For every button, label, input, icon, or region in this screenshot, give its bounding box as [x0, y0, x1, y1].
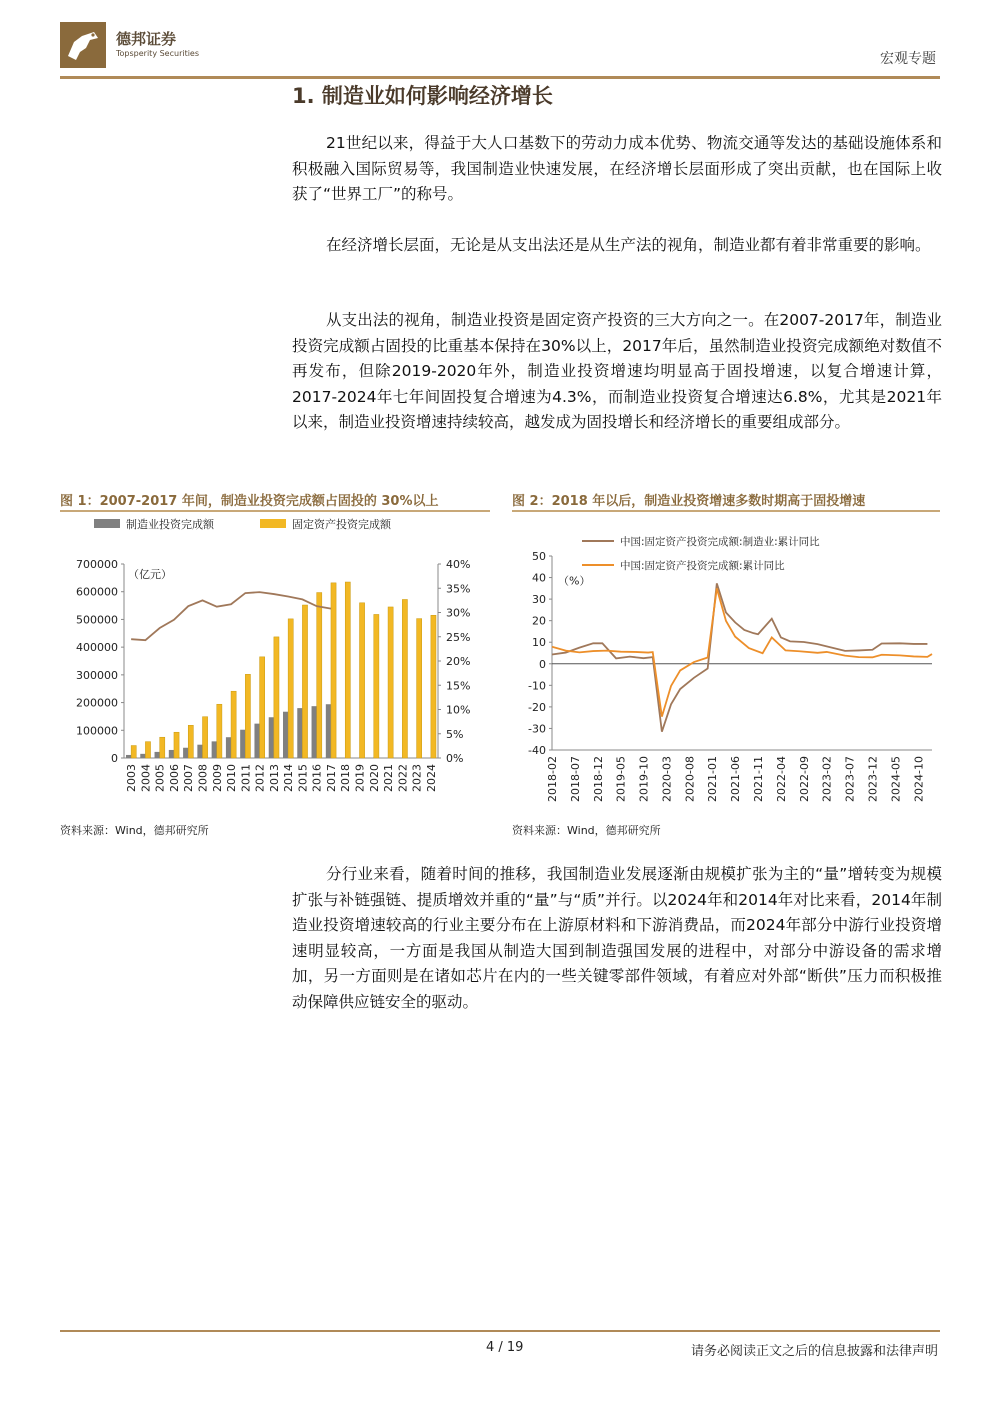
chart1-x-tick-label: 2014 — [282, 764, 296, 792]
legend-swatch-manufacturing — [94, 519, 120, 528]
chart1-x-tick-label: 2010 — [225, 764, 239, 792]
bar-manufacturing-2017 — [326, 704, 331, 758]
chart1-x-tick-label: 2018 — [339, 764, 353, 792]
chart1-x-tick-label: 2021 — [382, 764, 396, 792]
chart2-y-tick-label: -10 — [528, 679, 546, 693]
bar-fixed-asset-2012 — [260, 657, 265, 758]
chart1-x-tick-label: 2009 — [210, 764, 224, 792]
chart2-x-tick-label: 2023-12 — [866, 756, 880, 802]
bar-manufacturing-2013 — [269, 717, 274, 758]
bar-manufacturing-2009 — [212, 741, 217, 758]
paragraph-3: 从支出法的视角，制造业投资是固定资产投资的三大方向之一。在2007-2017年，制造业投资完成额占固投的比重基本保持在30%以上，2017年后，虽然制造业投资完成额绝对数值不再发布，但除2019-2020年外，制造业投资增速均明显高于固投增速，以复合增速计算，2017-2024年七年间固投复合增速为4.3%，而制造业投资复合增速达6.8%，尤其是2021年以来，制造业投资增速持续较高，越发成为固投增长和经济增长的重要组成部分。 — [292, 311, 942, 431]
bar-manufacturing-2010 — [226, 737, 231, 758]
chart1-x-tick-label: 2004 — [139, 764, 153, 792]
chart1-unit-label: （亿元） — [128, 568, 172, 581]
chart2-x-tick-label: 2019-05 — [614, 756, 628, 802]
chart2-y-tick-label: 0 — [539, 657, 546, 671]
chart1-right-tick-label: 10% — [446, 703, 471, 717]
bar-fixed-asset-2024 — [431, 615, 436, 758]
chart1-x-tick-label: 2024 — [424, 764, 438, 792]
chart2-x-tick-label: 2018-12 — [591, 756, 605, 802]
chart2-x-tick-label: 2019-10 — [637, 756, 651, 802]
bar-manufacturing-2007 — [183, 748, 188, 758]
bar-fixed-asset-2018 — [345, 582, 350, 758]
page-number: 4 / 19 — [486, 1340, 524, 1355]
bar-fixed-asset-2023 — [417, 619, 422, 758]
chart1-left-tick-label: 300000 — [76, 668, 118, 682]
chart2-unit-label: （%） — [558, 574, 591, 588]
bar-manufacturing-2008 — [197, 745, 202, 758]
chart2-y-tick-label: -30 — [528, 722, 546, 736]
chart1-left-tick-label: 200000 — [76, 696, 118, 710]
legend-label-1: 中国:固定资产投资完成额:累计同比 — [620, 560, 785, 572]
bar-fixed-asset-2020 — [374, 614, 379, 758]
chart1-right-tick-label: 40% — [446, 558, 471, 571]
chart1-left-tick-label: 700000 — [76, 558, 118, 571]
bar-fixed-asset-2021 — [388, 607, 393, 758]
bar-manufacturing-2004 — [140, 754, 145, 758]
chart2-y-tick-label: -40 — [528, 744, 546, 757]
report-category: 宏观专题 — [880, 51, 936, 67]
chart1-x-tick-label: 2005 — [153, 764, 167, 792]
chart1-x-tick-label: 2007 — [182, 764, 196, 792]
chart1-x-tick-label: 2008 — [196, 764, 210, 792]
header-divider — [60, 76, 940, 79]
chart1-left-tick-label: 400000 — [76, 641, 118, 655]
bar-fixed-asset-2015 — [302, 605, 307, 758]
chart1-x-tick-label: 2003 — [125, 764, 139, 792]
chart2-y-tick-label: 50 — [532, 550, 546, 563]
paragraph-1: 21世纪以来，得益于大人口基数下的劳动力成本优势、物流交通等发达的基础设施体系和积极融入国际贸易等，我国制造业快速发展，在经济增长层面形成了突出贡献，也在国际上收获了“世界工厂”的称号。 — [292, 134, 942, 203]
bar-fixed-asset-2016 — [317, 593, 322, 758]
legend-label-manufacturing: 制造业投资完成额 — [126, 518, 214, 531]
chart2-x-tick-label: 2023-02 — [820, 756, 834, 802]
chart2-x-tick-label: 2018-07 — [568, 756, 582, 802]
chart2-y-tick-label: 10 — [532, 636, 546, 650]
chart1-x-tick-label: 2011 — [239, 764, 253, 792]
chart2-y-tick-label: 20 — [532, 614, 546, 628]
bar-manufacturing-2005 — [155, 752, 160, 758]
bar-fixed-asset-2010 — [231, 691, 236, 758]
chart2-y-tick-label: 30 — [532, 593, 546, 607]
chart1-x-tick-label: 2016 — [310, 764, 324, 792]
bar-fixed-asset-2013 — [274, 637, 279, 758]
chart1-x-tick-label: 2012 — [253, 764, 267, 792]
section-title: 1. 制造业如何影响经济增长 — [292, 84, 553, 108]
company-name-cn: 德邦证券 — [116, 30, 177, 48]
chart1-x-tick-label: 2019 — [353, 764, 367, 792]
figure-2-source: 资料来源：Wind，德邦研究所 — [512, 824, 661, 837]
paragraph-4: 分行业来看，随着时间的推移，我国制造业发展逐渐由规模扩张为主的“量”增转变为规模扩张与补链强链、提质增效并重的“量”与“质”并行。以2024年和2014年对比来看，2014年制造业投资增速较高的行业主要分布在上游原材料和下游消费品，而2024年部分中游行业投资增速明显较高，一方面是我国从制造大国到制造强国发展的进程中，对部分中游设备的需求增加，另一方面则是在诸如芯片在内的一些关键零部件领域，有着应对外部“断供”压力而积极推动保障供应链安全的驱动。 — [292, 865, 942, 1011]
bar-fixed-asset-2006 — [174, 732, 179, 758]
line-fixed-asset-growth — [552, 588, 932, 716]
company-logo-icon — [60, 22, 106, 68]
chart2-y-tick-label: 40 — [532, 571, 546, 585]
chart1-left-tick-label: 100000 — [76, 724, 118, 738]
bar-fixed-asset-2008 — [203, 717, 208, 758]
bar-fixed-asset-2017 — [331, 583, 336, 758]
chart2-x-tick-label: 2018-02 — [546, 756, 559, 802]
chart2-x-tick-label: 2022-04 — [774, 756, 788, 802]
company-name-en: Topsperity Securities — [116, 49, 200, 58]
footer-divider — [60, 1330, 940, 1332]
chart1-right-tick-label: 30% — [446, 606, 471, 620]
chart1-x-tick-label: 2015 — [296, 764, 310, 792]
bar-manufacturing-2012 — [254, 724, 259, 758]
line-manufacturing-share — [131, 592, 331, 640]
bar-fixed-asset-2022 — [402, 599, 407, 758]
chart2-x-tick-label: 2024-10 — [912, 756, 926, 802]
bar-manufacturing-2011 — [240, 730, 245, 758]
bar-fixed-asset-2007 — [188, 725, 193, 758]
bar-fixed-asset-2009 — [217, 704, 222, 758]
chart1-right-tick-label: 35% — [446, 582, 471, 596]
chart1-left-tick-label: 0 — [111, 752, 118, 765]
bar-fixed-asset-2004 — [145, 742, 150, 758]
chart1-right-tick-label: 25% — [446, 630, 471, 644]
page-header — [60, 18, 940, 76]
legend-label-0: 中国:固定资产投资完成额:制造业:累计同比 — [620, 536, 820, 548]
chart1-x-tick-label: 2020 — [367, 764, 381, 792]
chart2-x-tick-label: 2020-08 — [683, 756, 697, 802]
bar-fixed-asset-2003 — [131, 746, 136, 758]
chart1-right-tick-label: 20% — [446, 655, 471, 668]
bar-manufacturing-2014 — [283, 712, 288, 758]
figure-2-chart — [512, 512, 940, 812]
footer-disclaimer: 请务必阅读正文之后的信息披露和法律声明 — [690, 1344, 938, 1359]
chart2-x-tick-label: 2021-11 — [752, 756, 766, 802]
bar-fixed-asset-2019 — [360, 603, 365, 758]
chart2-y-tick-label: -20 — [528, 700, 546, 714]
bar-manufacturing-2016 — [312, 706, 317, 758]
bar-manufacturing-2015 — [297, 708, 302, 758]
chart1-right-tick-label: 5% — [446, 727, 464, 741]
bar-manufacturing-2006 — [169, 750, 174, 758]
chart1-right-tick-label: 15% — [446, 679, 471, 693]
chart2-x-tick-label: 2021-06 — [729, 756, 743, 802]
chart1-x-tick-label: 2023 — [410, 764, 424, 792]
figure-1-source: 资料来源：Wind，德邦研究所 — [60, 824, 209, 837]
chart2-x-tick-label: 2021-01 — [706, 756, 720, 802]
chart1-right-tick-label: 0% — [446, 752, 464, 765]
bar-fixed-asset-2014 — [288, 619, 293, 758]
figure-1-chart — [60, 512, 490, 812]
chart2-x-tick-label: 2024-05 — [889, 756, 903, 802]
chart2-x-tick-label: 2022-09 — [797, 756, 811, 802]
figure-2-title: 图 2：2018 年以后，制造业投资增速多数时期高于固投增速 — [512, 494, 866, 509]
chart2-x-tick-label: 2020-03 — [660, 756, 674, 802]
figure-1-title: 图 1：2007-2017 年间，制造业投资完成额占固投的 30%以上 — [60, 494, 439, 509]
legend-label-fixed-asset: 固定资产投资完成额 — [292, 518, 391, 531]
bar-fixed-asset-2011 — [245, 674, 250, 758]
chart1-left-tick-label: 600000 — [76, 585, 118, 599]
chart1-x-tick-label: 2017 — [324, 764, 338, 792]
chart1-x-tick-label: 2013 — [267, 764, 281, 792]
paragraph-2: 在经济增长层面，无论是从支出法还是从生产法的视角，制造业都有着非常重要的影响。 — [326, 236, 931, 254]
chart1-x-tick-label: 2006 — [167, 764, 181, 792]
chart1-x-tick-label: 2022 — [396, 764, 410, 792]
chart2-x-tick-label: 2023-07 — [843, 756, 857, 802]
chart1-left-tick-label: 500000 — [76, 613, 118, 627]
legend-swatch-fixed-asset — [260, 519, 286, 528]
bar-fixed-asset-2005 — [160, 737, 165, 758]
bar-manufacturing-2003 — [126, 755, 131, 758]
